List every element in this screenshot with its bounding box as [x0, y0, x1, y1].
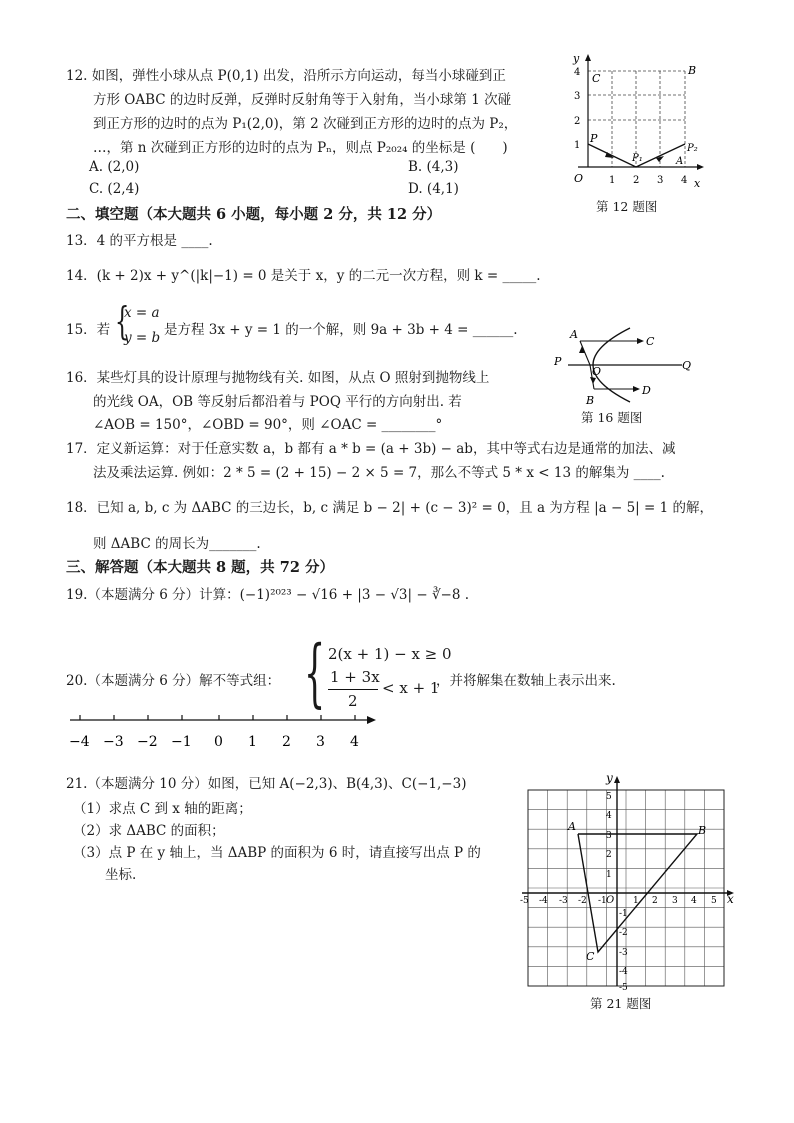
q12-fig-tick-x3: 3: [657, 175, 664, 186]
q21-grid-x-m4: -4: [539, 896, 548, 906]
q12-line3: 到正方形的边时的点为 P₁(2,0)，第 2 次碰到正方形的边时的点为 P₂，: [93, 116, 518, 132]
q16-fig-label-q: Q: [682, 359, 692, 372]
q21-fig-label-y: y: [606, 772, 613, 785]
q21-grid-y-m3: -3: [619, 948, 628, 958]
q18-line1: 18．已知 a, b, c 为 ΔABC 的三边长，b, c 满足 b − 2| + (c − 3)² = 0，且 a 为方程 |a − 5| = 1 的解，: [66, 500, 713, 516]
section2-title: 二、填空题（本大题共 6 小题，每小题 2 分，共 12 分）: [66, 206, 442, 223]
q20-fraction-bar: [328, 689, 378, 690]
q13-text: 13．4 的平方根是 ____.: [66, 233, 213, 249]
q12-fig-tick-y3: 3: [574, 91, 581, 102]
q15-suffix: 是方程 3x + y = 1 的一个解，则 9a + 3b + 4 = ______.: [164, 322, 518, 338]
q21-grid-y-m5: -5: [619, 983, 628, 992]
q21-grid-y-1: 1: [606, 870, 612, 880]
q21-sub3b: 坐标.: [105, 867, 137, 883]
q20-nl-label-3: 3: [316, 734, 325, 750]
q12-figure-caption: 第 12 题图: [596, 199, 658, 214]
q12-fig-label-p1: P₁: [632, 153, 643, 164]
q20-nl-label-m3: −3: [103, 734, 124, 750]
q12-fig-tick-x2: 2: [633, 175, 640, 186]
q16-fig-label-d: D: [642, 384, 651, 397]
q20-number-line: [66, 708, 386, 758]
q12-fig-tick-y4: 4: [574, 67, 581, 78]
q12-fig-label-p2: P₂: [687, 143, 698, 154]
q12-fig-label-x: x: [694, 177, 701, 190]
q17-line1: 17．定义新运算：对于任意实数 a，b 都有 a * b = (a + 3b) − ab，其中等式右边是通常的加法、减: [66, 441, 676, 457]
q16-fig-label-a: A: [570, 328, 578, 341]
q12-fig-tick-x4: 4: [681, 175, 688, 186]
q20-system-eq2-num: 1 + 3x: [330, 668, 380, 686]
q15-system-eq2: y = b: [124, 330, 161, 346]
q21-grid-x-3: 3: [672, 896, 678, 906]
q21-grid-x-2: 2: [652, 896, 658, 906]
q20-nl-label-2: 2: [282, 734, 291, 750]
q21-fig-label-x: x: [727, 892, 734, 906]
q15-prefix: 15．若: [66, 322, 111, 338]
q20-system-eq2-rest: < x + 1: [382, 679, 440, 697]
q21-figure: [518, 772, 738, 992]
q21-grid-x-m5: -5: [520, 896, 529, 906]
q12-fig-tick-y1: 1: [574, 140, 581, 151]
q20-prefix: 20.（本题满分 6 分）解不等式组：: [66, 673, 281, 689]
q21-sub3a: （3）点 P 在 y 轴上，当 ΔABP 的面积为 6 时，请直接写出点 P 的: [73, 845, 481, 861]
q12-option-b: B. (4,3): [408, 159, 459, 175]
q18-line2: 则 ΔABC 的周长为_______.: [93, 536, 261, 552]
q12-option-a: A. (2,0): [89, 159, 140, 175]
q21-grid-x-1: 1: [633, 896, 639, 906]
q20-nl-label-m4: −4: [69, 734, 90, 750]
q20-nl-label-1: 1: [248, 734, 257, 750]
q21-grid-x-m3: -3: [559, 896, 568, 906]
q21-grid-y-m1: -1: [619, 909, 628, 919]
q21-grid-y-3: 3: [606, 831, 612, 841]
q12-line2: 方形 OABC 的边时反弹，反弹时反射角等于入射角，当小球第 1 次碰: [93, 92, 512, 108]
q12-fig-label-o: O: [574, 172, 584, 185]
q21-sub1: （1）求点 C 到 x 轴的距离；: [73, 801, 252, 817]
q12-fig-label-y: y: [573, 52, 580, 65]
q16-figure-caption: 第 16 题图: [581, 410, 643, 425]
q16-fig-label-b: B: [586, 394, 595, 407]
q12-line1: 12. 如图，弹性小球从点 P(0,1) 出发，沿所示方向运动，每当小球碰到正: [66, 68, 506, 84]
q17-line2: 法及乘法运算. 例如：2 * 5 = (2 + 15) − 2 × 5 = 7，那么不等式 5 * x < 13 的解集为 ____.: [93, 465, 665, 481]
q12-fig-label-p: P: [590, 132, 598, 145]
q21-figure-caption: 第 21 题图: [590, 996, 652, 1011]
q21-fig-label-o: O: [606, 895, 615, 906]
q20-suffix: ，并将解集在数轴上表示出来.: [436, 673, 616, 689]
q16-fig-label-c: C: [646, 335, 655, 348]
q12-figure: [568, 50, 718, 200]
q20-nl-label-m2: −2: [137, 734, 158, 750]
q20-nl-label-4: 4: [350, 734, 359, 750]
q16-line1: 16．某些灯具的设计原理与抛物线有关. 如图，从点 O 照射到抛物线上: [66, 370, 490, 386]
q21-grid-y-2: 2: [606, 850, 612, 860]
q12-fig-label-b: B: [688, 64, 697, 77]
q21-grid-x-4: 4: [691, 896, 697, 906]
q16-fig-label-o: O: [592, 365, 602, 378]
q20-nl-label-0: 0: [214, 734, 223, 750]
q16-fig-label-p: P: [554, 355, 562, 368]
q21-grid-y-5: 5: [606, 792, 612, 802]
q15-brace: {: [114, 299, 130, 343]
q20-system-eq2-den: 2: [348, 692, 358, 710]
q21-grid-x-5: 5: [711, 896, 717, 906]
q20-brace: {: [304, 630, 326, 716]
q12-fig-label-a: A: [676, 156, 684, 167]
q16-line2: 的光线 OA，OB 等反射后都沿着与 POQ 平行的方向射出. 若: [93, 394, 462, 410]
q14-text: 14．(k + 2)x + y^(|k|−1) = 0 是关于 x，y 的二元一次方程，则 k = _____.: [66, 268, 541, 284]
q12-option-c: C. (2,4): [89, 181, 140, 197]
q20-nl-label-m1: −1: [171, 734, 192, 750]
q12-fig-tick-x1: 1: [609, 175, 616, 186]
q21-sub2: （2）求 ΔABC 的面积；: [73, 823, 225, 839]
q21-line1: 21.（本题满分 10 分）如图，已知 A(−2,3)、B(4,3)、C(−1,−3): [66, 776, 467, 792]
q21-grid-y-4: 4: [606, 811, 612, 821]
q19-text: 19.（本题满分 6 分）计算：(−1)²⁰²³ − √16 + |3 − √3| − ∛−8 .: [66, 587, 470, 603]
q15-system-eq1: x = a: [124, 305, 160, 321]
q16-figure: [554, 322, 704, 408]
q16-line3: ∠AOB = 150°，∠OBD = 90°，则 ∠OAC = ________°: [93, 417, 443, 433]
q21-fig-label-c: C: [586, 950, 595, 963]
q12-option-d: D. (4,1): [408, 181, 459, 197]
q21-fig-label-b: B: [698, 824, 707, 837]
q21-grid-y-m4: -4: [619, 967, 628, 977]
q12-line4: …，第 n 次碰到正方形的边时的点为 Pₙ，则点 P₂₀₂₄ 的坐标是 ( ): [93, 140, 508, 156]
q21-fig-label-a: A: [568, 820, 576, 833]
q12-fig-label-c: C: [592, 72, 601, 85]
q12-fig-tick-y2: 2: [574, 116, 581, 127]
q21-grid-x-m2: -2: [578, 896, 587, 906]
q21-grid-y-m2: -2: [619, 928, 628, 938]
q21-grid-x-m1: -1: [598, 896, 607, 906]
q20-system-eq1: 2(x + 1) − x ≥ 0: [328, 645, 452, 663]
section3-title: 三、解答题（本大题共 8 题，共 72 分）: [66, 559, 334, 576]
